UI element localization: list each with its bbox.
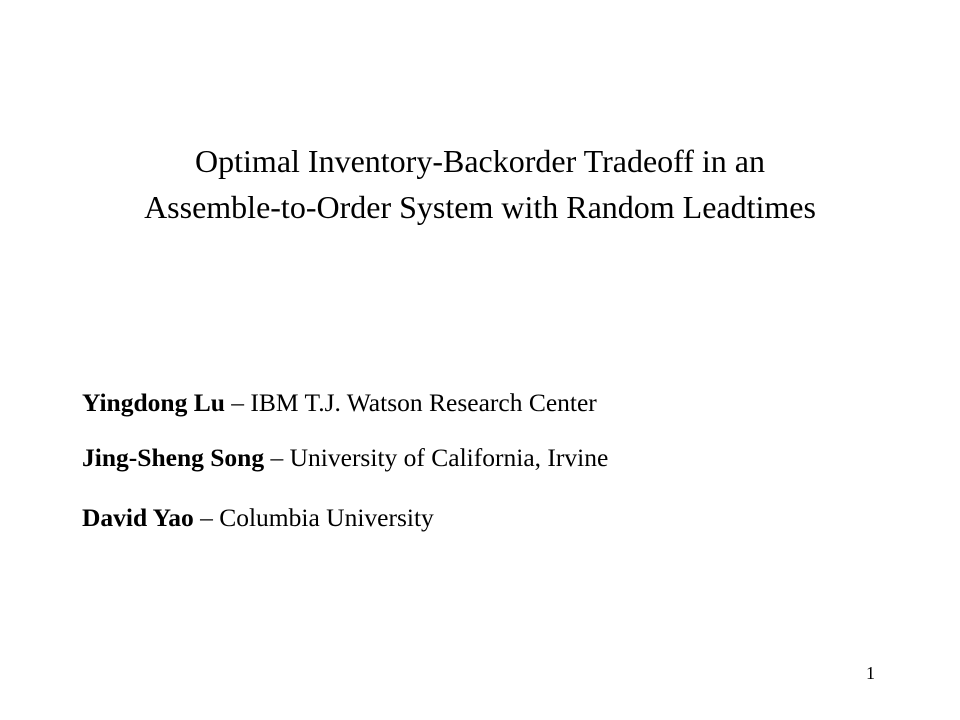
slide-title bbox=[40, 138, 920, 230]
author-line bbox=[82, 443, 608, 473]
author-affiliation: Columbia University bbox=[219, 503, 434, 532]
author-line bbox=[82, 503, 434, 533]
author-name: Yingdong Lu bbox=[82, 388, 225, 417]
author-line bbox=[82, 388, 597, 418]
author-affiliation: University of California, Irvine bbox=[289, 443, 609, 472]
title-line-1: Optimal Inventory-Backorder Tradeoff in an bbox=[195, 143, 765, 179]
page-number: 1 bbox=[866, 663, 875, 683]
title-line-2: Assemble-to-Order System with Random Leadtimes bbox=[144, 189, 816, 225]
author-separator: – bbox=[224, 388, 251, 417]
author-name: David Yao bbox=[82, 503, 194, 532]
author-name: Jing-Sheng Song bbox=[82, 443, 265, 472]
author-affiliation: IBM T.J. Watson Research Center bbox=[250, 388, 597, 417]
author-separator: – bbox=[193, 503, 220, 532]
author-separator: – bbox=[264, 443, 290, 472]
